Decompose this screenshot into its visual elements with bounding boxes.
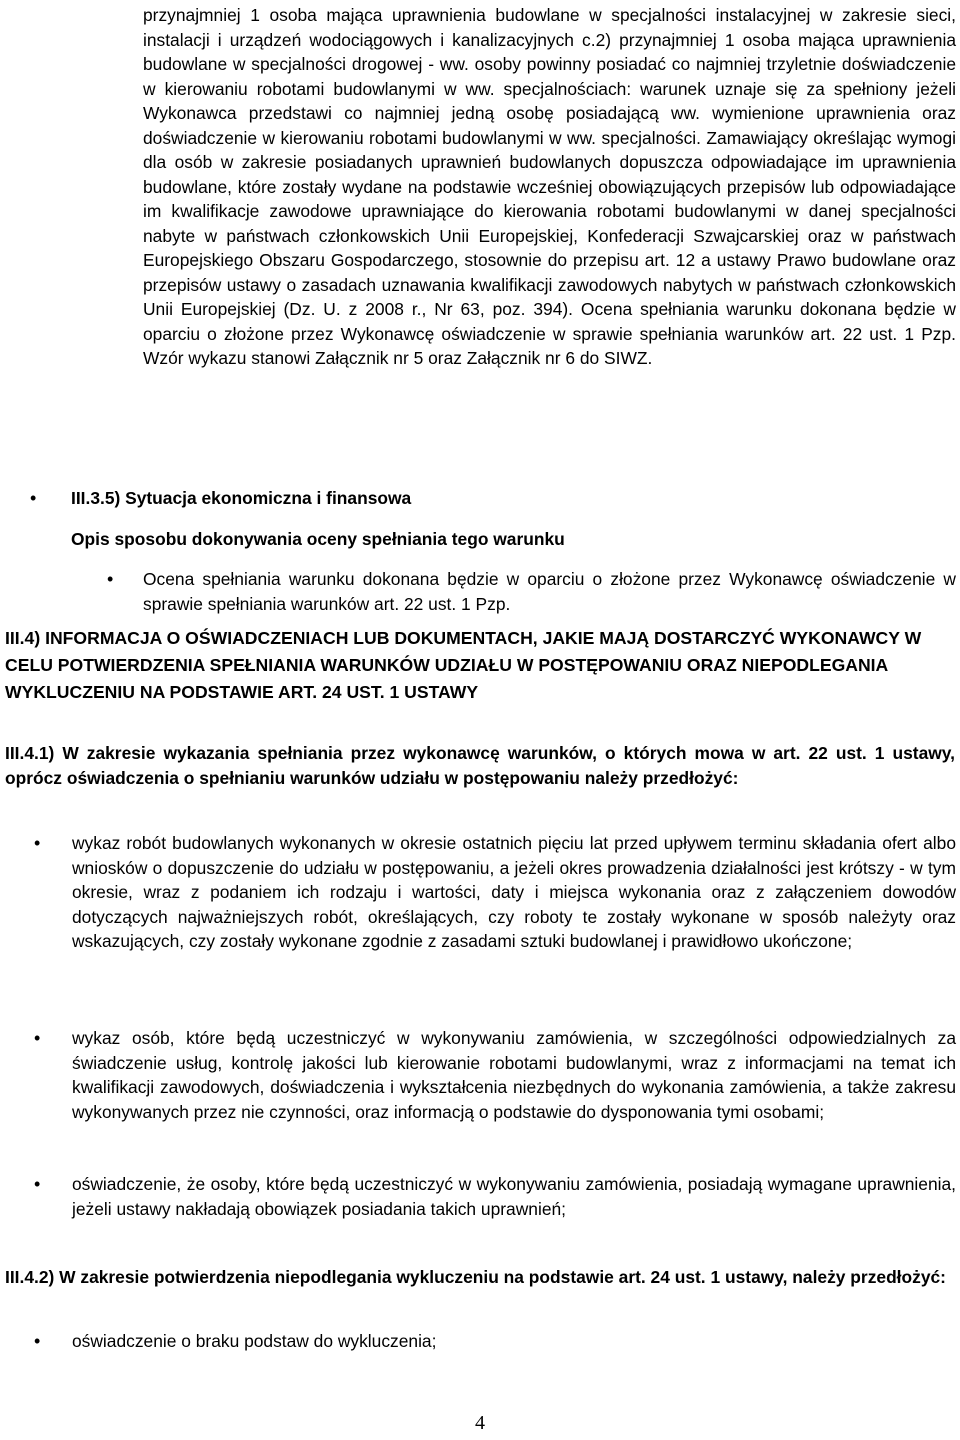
bullet-icon: • bbox=[30, 488, 37, 508]
section-iii-3-5-subtitle: Opis sposobu dokonywania oceny spełniania tego warunku bbox=[71, 529, 565, 549]
list-item-text: wykaz robót budowlanych wykonanych w okresie ostatnich pięciu lat przed upływem terminu składania ofert albo wniosków o dopuszczenie do udziału w postępowaniu, a jeżeli okres prowadzenia działalności jest krótszy - w tym okresie, wraz z podaniem ich rodzaju i wartości, daty i miejsca wykonania oraz z załączeniem dowodów dotyczących najważniejszych robót, określających, czy roboty te zostały wykonane w sposób należyty oraz wskazujących, czy zostały wykonane zgodnie z zasadami sztuki budowlanej i prawidłowo ukończone; bbox=[72, 833, 956, 951]
list-item-text: wykaz osób, które będą uczestniczyć w wykonywaniu zamówienia, w szczególności odpowiedzialnych za świadczenie usług, kontrolę jakości lub kierowanie robotami budowlanymi, wraz z informacjami na temat ich kwalifikacji zawodowych, doświadczenia i wykształcenia niezbędnych do wykonania zamówienia, a także zakresu wykonywanych przez nie czynności, oraz informacją o podstawie do dysponowania tymi osobami; bbox=[72, 1028, 956, 1122]
page-number: 4 bbox=[475, 1412, 485, 1434]
list-item-text: Ocena spełniania warunku dokonana będzie w oparciu o złożone przez Wykonawcę oświadczenie w sprawie spełniania warunków art. 22 ust. 1 Pzp. bbox=[143, 569, 956, 614]
list-item-text: oświadczenie, że osoby, które będą uczestniczyć w wykonywaniu zamówienia, posiadają wymagane uprawnienia, jeżeli ustawy nakładają obowiązek posiadania takich uprawnień; bbox=[72, 1174, 956, 1219]
bullet-icon: • bbox=[34, 1174, 41, 1194]
list-item-text: oświadczenie o braku podstaw do wykluczenia; bbox=[72, 1331, 437, 1351]
section-iii-3-5-title: III.3.5) Sytuacja ekonomiczna i finansowa bbox=[71, 488, 412, 508]
bullet-icon: • bbox=[34, 1028, 41, 1048]
bullet-icon: • bbox=[107, 569, 114, 589]
section-iii-4-heading: III.4) INFORMACJA O OŚWIADCZENIACH LUB DOKUMENTACH, JAKIE MAJĄ DOSTARCZYĆ WYKONAWCY W CELU POTWIERDZENIA SPEŁNIANIA WARUNKÓW UDZIAŁU W POSTĘPOWANIU ORAZ NIEPODLEGANIA WYKLUCZENIU NA PODSTAWIE ART. 24 UST. 1 USTAWY bbox=[5, 628, 922, 702]
continuation-paragraph: przynajmniej 1 osoba mająca uprawnienia budowlane w specjalności instalacyjnej w zakresie sieci, instalacji i urządzeń wodociągowych i kanalizacyjnych c.2) przynajmniej 1 osoba mająca uprawnienia budowlane w specjalności drogowej - ww. osoby powinny posiadać co najmniej trzyletnie doświadczenie w kierowaniu robotami budowlanymi w ww. specjalnościach: warunek uznaje się za spełniony jeżeli Wykonawca przedstawi co najmniej jedną osobę posiadającą ww. wymienione uprawnienia oraz doświadczenie w kierowaniu robotami budowlanymi w ww. specjalności. Zamawiający określając wymogi dla osób w zakresie posiadanych uprawnień budowlanych dopuszcza odpowiadające im uprawnienia budowlane, które zostały wydane na podstawie wcześniej obowiązujących przepisów lub odpowiadające im kwalifikacje zawodowe uprawniające do kierowania robotami budowlanymi w danej specjalności nabyte w państwach członkowskich Unii Europejskiej, Konfederacji Szwajcarskiej oraz w państwach Europejskiego Obszaru Gospodarczego, stosownie do przepisu art. 12 a ustawy Prawo budowlane oraz przepisów ustawy o zasadach uznawania kwalifikacji zawodowych nabytych w państwach członkowskich Unii Europejskiej (Dz. U. z 2008 r., Nr 63, poz. 394). Ocena spełniania warunku dokonana będzie w oparciu o złożone przez Wykonawcę oświadczenie w sprawie spełniania warunków art. 22 ust. 1 Pzp. Wzór wykazu stanowi Załącznik nr 5 oraz Załącznik nr 6 do SIWZ. bbox=[143, 5, 956, 368]
section-iii-4-2-heading: III.4.2) W zakresie potwierdzenia niepodlegania wykluczeniu na podstawie art. 24 ust. 1 ustawy, należy przedłożyć: bbox=[5, 1267, 946, 1287]
section-iii-4-1-heading: III.4.1) W zakresie wykazania spełniania przez wykonawcę warunków, o których mowa w art. 22 ust. 1 ustawy, oprócz oświadczenia o spełnianiu warunków udziału w postępowaniu należy przedłożyć: bbox=[5, 743, 955, 788]
bullet-icon: • bbox=[34, 1331, 41, 1351]
bullet-icon: • bbox=[34, 833, 41, 853]
